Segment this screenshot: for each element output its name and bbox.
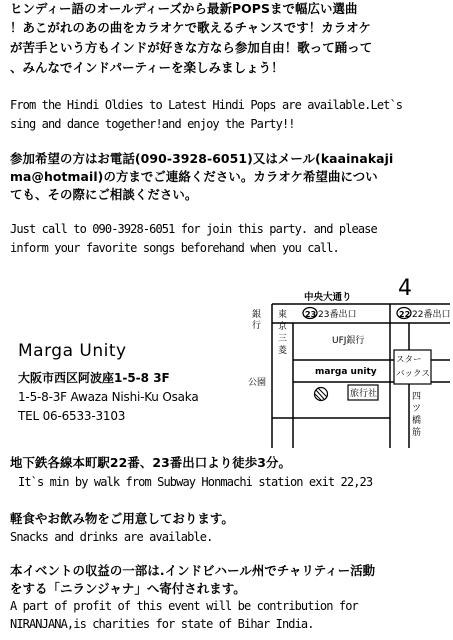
intro-jp-line-1: ヒンディー語のオールディーズから最新POPSまで幅広い選曲 (10, 1, 358, 16)
travel-agency-label: 旅行社 (350, 389, 378, 399)
venue-address-jp: 大阪市西区阿波座1-5-8 3F (18, 371, 170, 385)
starbucks-label-2: バックス (396, 369, 430, 379)
intro-jp-line-3: が苦手という方もインドが好きな方なら参加自由！歌って踊って (10, 40, 373, 55)
intro-en-line-1: From the Hindi Oldies to Latest Hindi Pops are available.Let`s (10, 98, 403, 112)
contact-jp-line-2: ma@hotmail)の方までご連絡ください。カラオケ希望曲につい (10, 169, 378, 184)
yotsuhashi-char: 四 (412, 392, 422, 402)
access-jp: 地下鉄各線本町駅22番、23番出口より徒歩3分。 (10, 455, 291, 470)
tokyo-mitsubishi-char: 東 (278, 310, 288, 320)
route-number: 4 (398, 276, 412, 301)
bank-char: 銀 (252, 310, 262, 320)
venue-tel: TEL 06-6533-3103 (18, 409, 126, 423)
contact-jp-line-3: ても、その際にご相談ください。 (10, 187, 198, 202)
intro-jp-line-2: ！あこがれのあの曲をカラオケで歌えるチャンスです！カラオケ (10, 20, 371, 35)
venue-address-en: 1-5-8-3F Awaza Nishi-Ku Osaka (18, 390, 199, 404)
venue-marker (315, 388, 328, 401)
venue-name: Marga Unity (18, 341, 127, 361)
exit-22-number: 22 (399, 310, 411, 319)
food-jp: 軽食やお飲み物をご用意しております。 (10, 511, 234, 526)
access-en: It`s min by walk from Subway Honmachi station exit 22,23 (18, 475, 373, 489)
starbucks-label-1: スター (396, 355, 422, 365)
park-label: 公園 (248, 378, 267, 388)
food-en: Snacks and drinks are available. (10, 530, 213, 544)
exit-23-label: 23番出口 (318, 310, 357, 320)
ufj-bank-label: UFJ銀行 (332, 336, 365, 346)
contact-en-line-2: inform your favorite songs beforehand when you call. (10, 241, 339, 255)
exit-23-number: 23 (305, 310, 317, 319)
charity-en-line-1: A part of profit of this event will be contribution for (10, 599, 358, 613)
top-street-label: 中央大通り (304, 292, 352, 303)
map-venue-label: marga unity (315, 367, 377, 377)
charity-en-line-2: NIRANJANA,is charities for state of Bihar India. (10, 617, 314, 631)
yotsuhashi-char: 筋 (412, 428, 422, 438)
contact-jp-line-1: 参加希望の方はお電話(090-3928-6051)又はメール(kaainakaji (10, 151, 394, 166)
intro-en-line-2: sing and dance together!and enjoy the Party!! (10, 117, 295, 131)
tokyo-mitsubishi-char: 京 (278, 322, 288, 332)
exit-22-label: 22番出口 (412, 310, 450, 320)
yotsuhashi-char: 橋 (412, 416, 422, 426)
yotsuhashi-char: ツ (412, 404, 422, 414)
intro-jp-line-4: 、みんなでインドパーティーを楽しみましょう！ (10, 60, 284, 75)
contact-en-line-1: Just call to 090-3928-6051 for join this party. and please (10, 222, 377, 236)
yotsuhashi-label-vertical (412, 391, 421, 438)
bank-label-vertical (252, 308, 261, 331)
charity-jp-line-2: をする「ニランジャナ」へ寄付されます。 (10, 581, 246, 596)
tokyo-mitsubishi-char: 三 (278, 334, 288, 344)
tokyo-mitsubishi-char: 菱 (278, 346, 288, 356)
charity-jp-line-1: 本イベントの収益の一部は.インドビハール州でチャリティー活動 (10, 563, 376, 578)
bank-char: 行 (252, 321, 262, 331)
tokyo-mitsubishi-label-vertical (278, 308, 287, 356)
access-map (244, 268, 450, 448)
